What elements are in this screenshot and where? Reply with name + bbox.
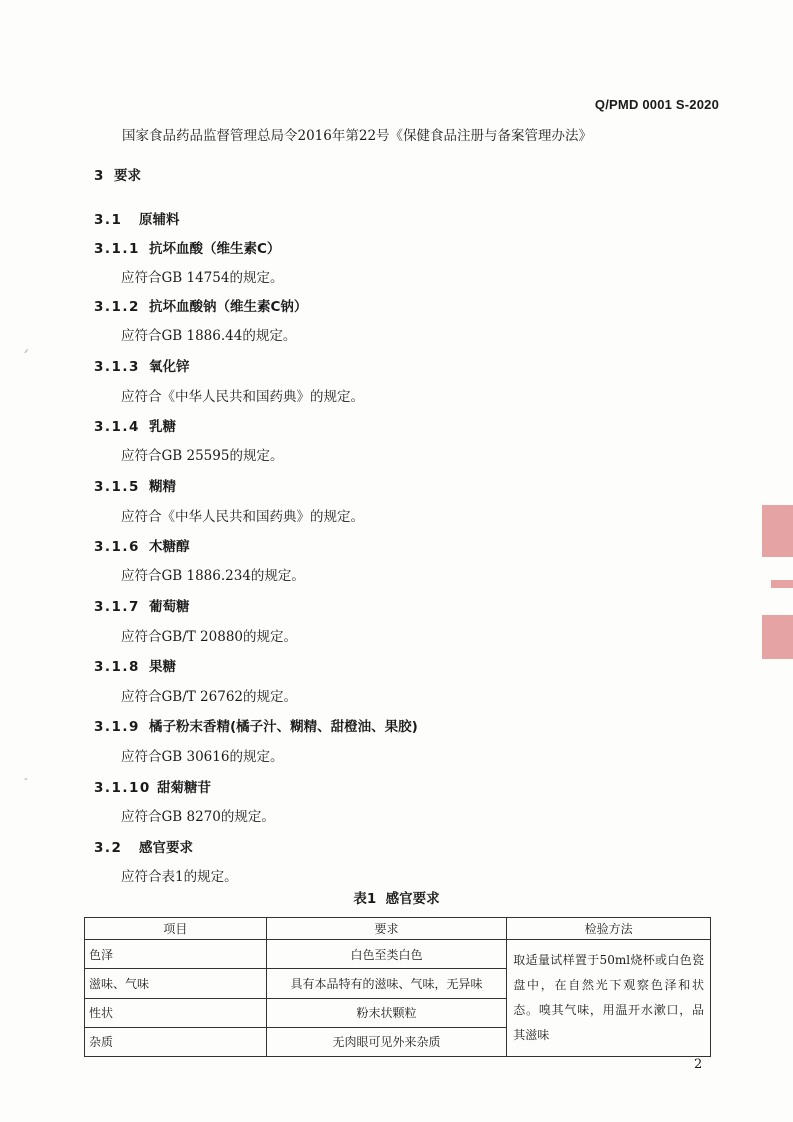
section-number: 3.1.9	[94, 719, 140, 735]
section-title: 抗坏血酸（维生素C）	[149, 241, 281, 257]
table-header-item: 项目	[85, 918, 267, 940]
table-cell-item: 杂质	[85, 1027, 267, 1056]
section-heading	[94, 355, 190, 375]
sensory-requirements-table	[84, 917, 711, 1057]
seal-fragment	[762, 615, 793, 659]
table-cell-method: 取适量试样置于50ml烧杯或白色瓷盘中，在自然光下观察色泽和状态。嗅其气味，用温开水漱口，品其滋味	[507, 940, 711, 1057]
section-heading	[94, 836, 193, 856]
table-header-method: 检验方法	[507, 918, 711, 940]
table-cell-item: 滋味、气味	[85, 969, 267, 998]
section-title: 葡萄糖	[149, 599, 190, 615]
table-header-requirement: 要求	[266, 918, 507, 940]
requirement-text: 应符合《中华人民共和国药典》的规定。	[121, 389, 364, 405]
section-number: 3.1.2	[94, 299, 140, 315]
section-heading	[94, 655, 176, 675]
table-cell-requirement: 无肉眼可见外来杂质	[266, 1027, 507, 1056]
seal-fragment	[771, 580, 793, 588]
section-number: 3.1.4	[94, 419, 140, 435]
seal-fragment	[762, 505, 793, 557]
requirement-text: 应符合GB/T 20880的规定。	[121, 629, 297, 645]
requirement-text: 应符合表1的规定。	[121, 869, 238, 885]
section-number: 3.1	[94, 212, 123, 228]
section-heading	[94, 208, 180, 228]
scan-speck: -	[24, 772, 28, 785]
section-number: 3.1.10	[94, 780, 151, 796]
section-title: 感官要求	[139, 840, 193, 856]
section-heading	[94, 776, 211, 796]
section-title: 原辅料	[139, 212, 180, 228]
section-heading	[94, 164, 141, 184]
requirement-text: 应符合GB 14754的规定。	[121, 270, 284, 286]
table-header-row	[85, 918, 711, 940]
section-number: 3.1.6	[94, 539, 140, 555]
table-row	[85, 940, 711, 969]
table-cell-item: 色泽	[85, 940, 267, 969]
section-heading	[94, 535, 190, 555]
requirement-text: 应符合GB 25595的规定。	[121, 448, 284, 464]
table-cell-requirement: 粉末状颗粒	[266, 998, 507, 1027]
section-number: 3	[94, 168, 105, 184]
section-title: 乳糖	[149, 419, 176, 435]
section-title: 氧化锌	[149, 359, 190, 375]
page-number: 2	[694, 1057, 703, 1072]
document-code: Q/PMD 0001 S-2020	[594, 97, 719, 112]
section-heading	[94, 475, 176, 495]
scan-speck: ᐟ	[24, 347, 29, 360]
section-heading	[94, 295, 307, 315]
section-number: 3.1.5	[94, 479, 140, 495]
section-heading	[94, 715, 418, 735]
requirement-text: 应符合GB 30616的规定。	[121, 749, 284, 765]
section-title: 果糖	[149, 659, 176, 675]
requirement-text: 应符合《中华人民共和国药典》的规定。	[121, 509, 364, 525]
section-title: 抗坏血酸钠（维生素C钠）	[149, 299, 308, 315]
section-number: 3.1.1	[94, 241, 140, 257]
table-cell-item: 性状	[85, 998, 267, 1027]
section-title: 要求	[114, 168, 141, 184]
table-caption-number: 表1	[353, 891, 377, 907]
table-cell-requirement: 具有本品特有的滋味、气味，无异味	[266, 969, 507, 998]
section-heading	[94, 415, 176, 435]
section-title: 糊精	[149, 479, 176, 495]
requirement-text: 应符合GB 1886.234的规定。	[121, 568, 305, 584]
requirement-text: 应符合GB/T 26762的规定。	[121, 689, 297, 705]
section-heading	[94, 595, 190, 615]
section-number: 3.1.7	[94, 599, 140, 615]
requirement-text: 应符合GB 8270的规定。	[121, 809, 275, 825]
section-title: 甜菊糖苷	[157, 780, 211, 796]
table-cell-requirement: 白色至类白色	[266, 940, 507, 969]
section-number: 3.1.8	[94, 659, 140, 675]
section-heading	[94, 237, 280, 257]
section-number: 3.1.3	[94, 359, 140, 375]
table-caption-title: 感官要求	[385, 891, 440, 907]
section-title: 橘子粉末香精(橘子汁、糊精、甜橙油、果胶)	[149, 719, 418, 735]
intro-line: 国家食品药品监督管理总局令2016年第22号《保健食品注册与备案管理办法》	[122, 128, 593, 144]
requirement-text: 应符合GB 1886.44的规定。	[121, 328, 297, 344]
section-title: 木糖醇	[149, 539, 190, 555]
section-number: 3.2	[94, 840, 123, 856]
table-caption	[0, 887, 793, 907]
